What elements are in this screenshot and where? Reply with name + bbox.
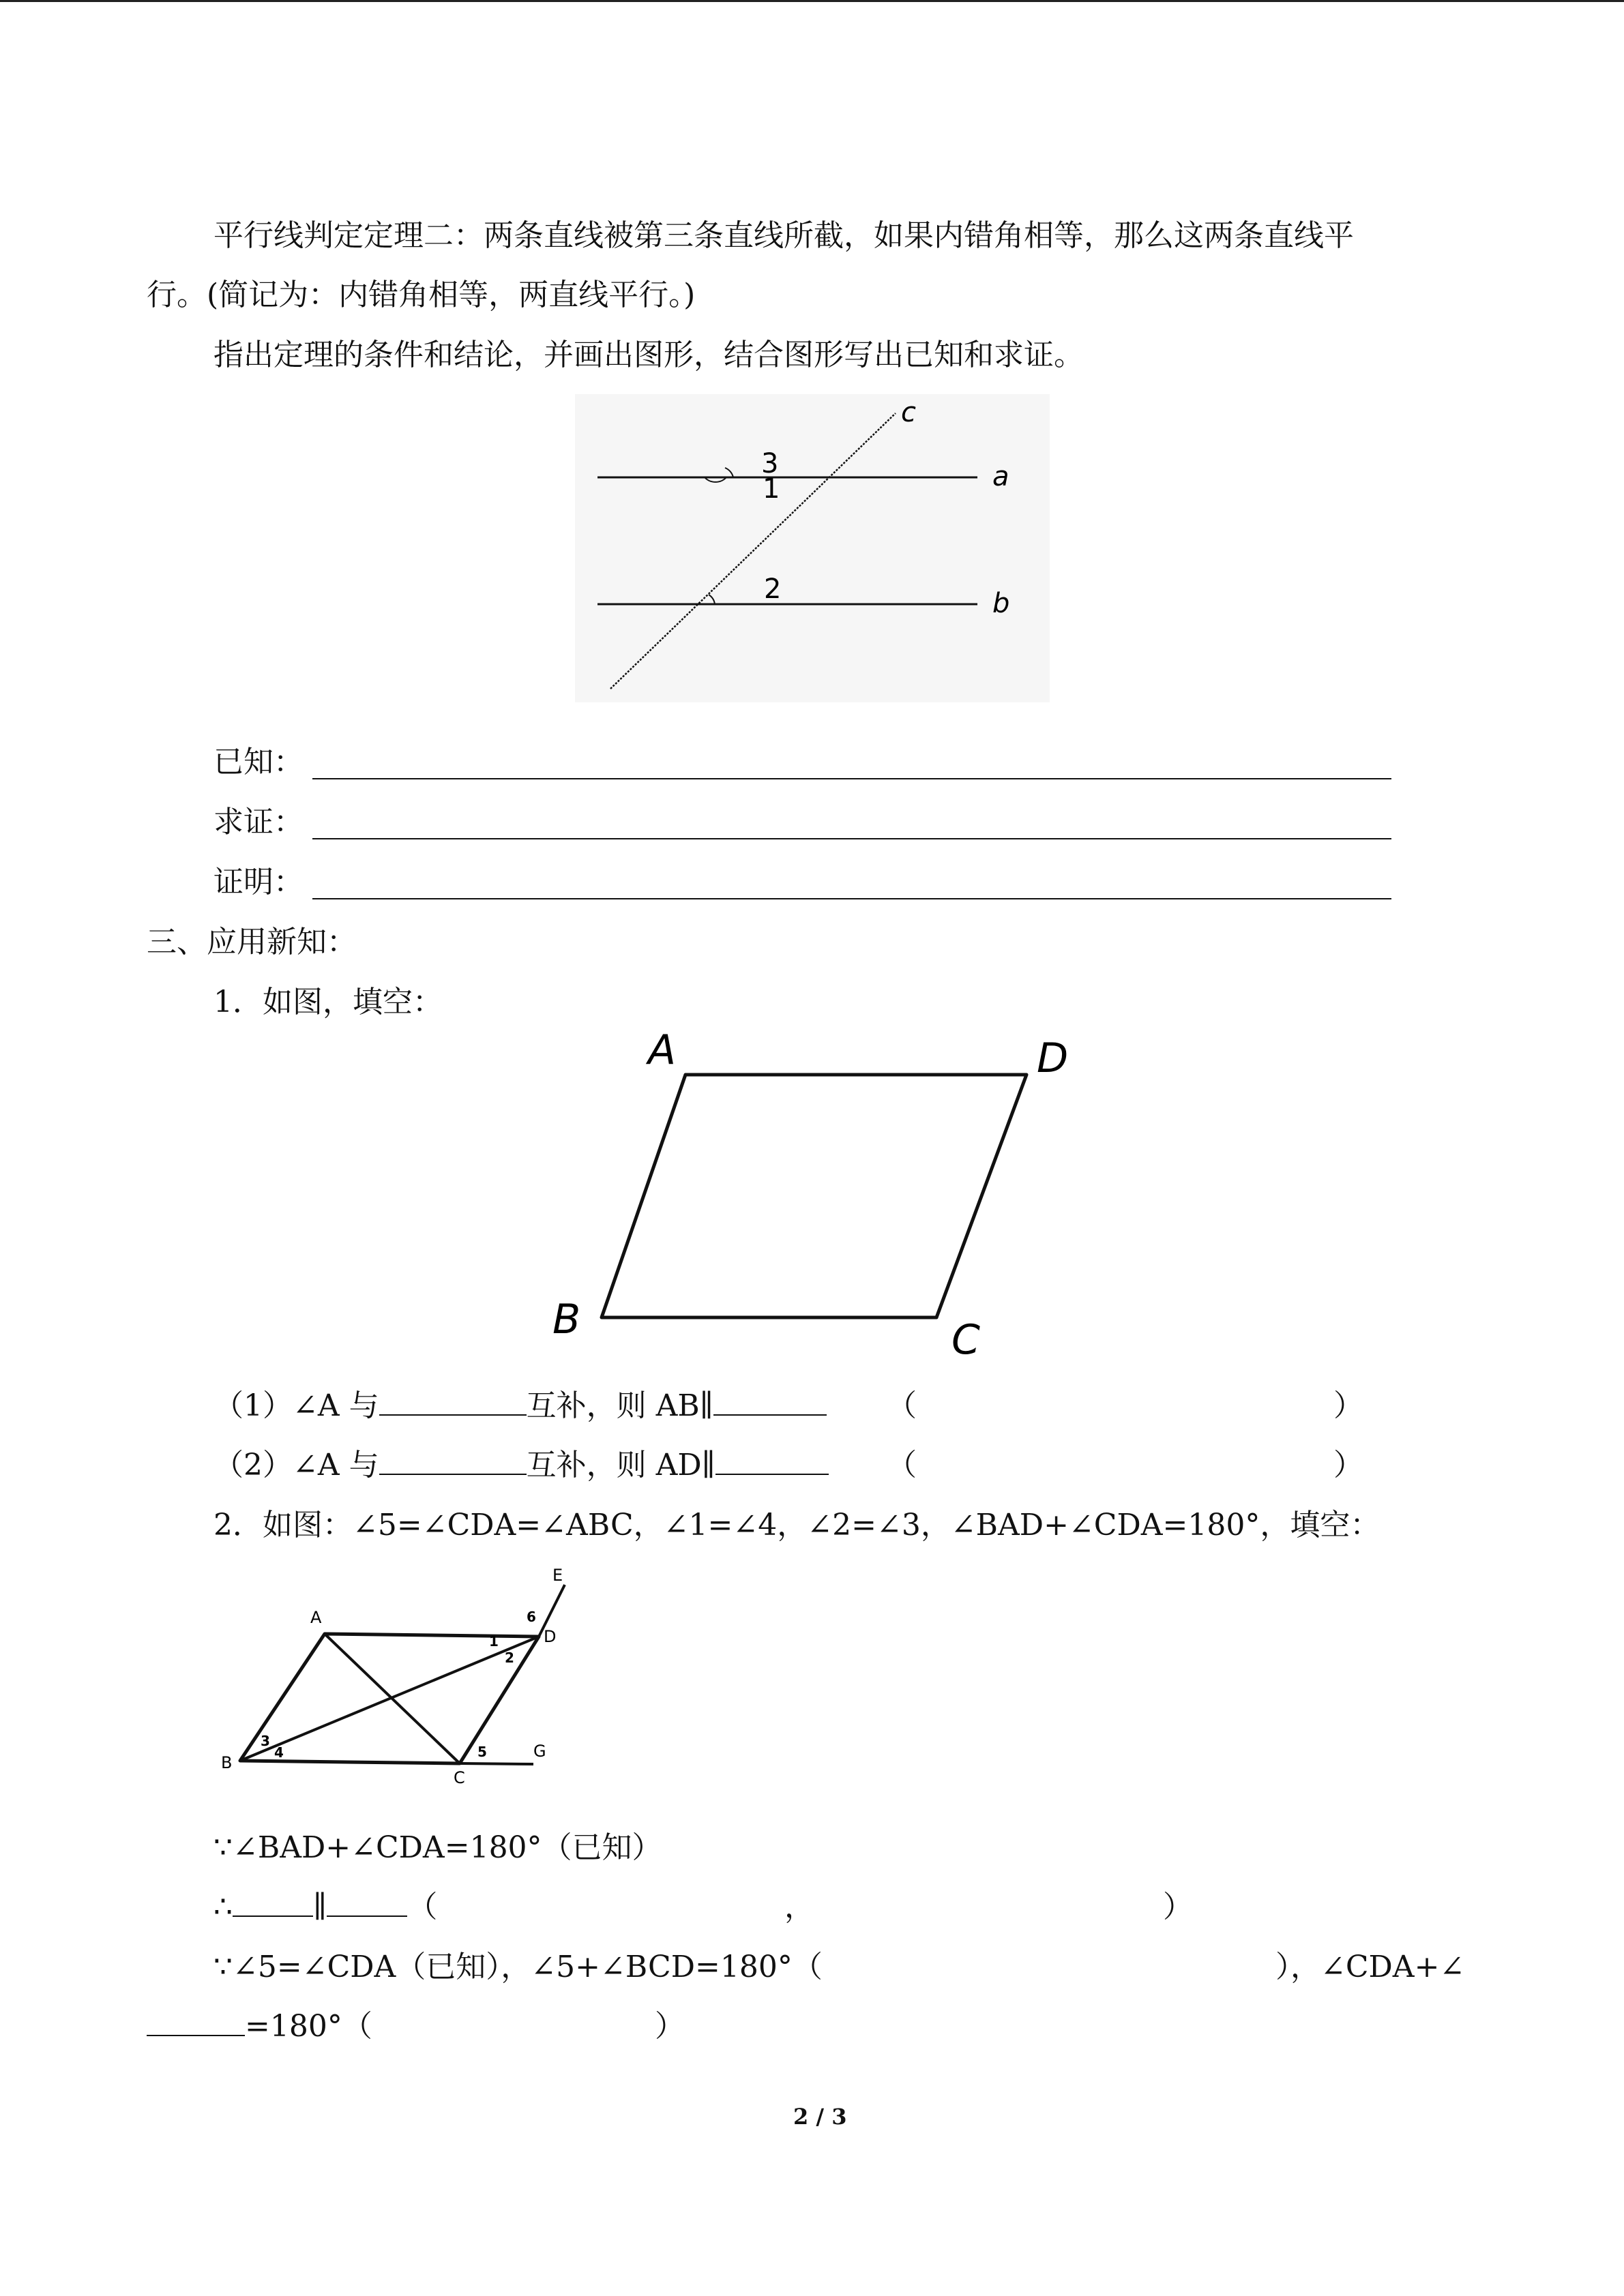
- q1-sub2-prefix: （2）∠A 与: [213, 1448, 379, 1482]
- figure-parallelogram: [539, 1030, 1098, 1371]
- theorem-instruction: 指出定理的条件和结论，并画出图形，结合图形写出已知和求证。: [213, 338, 1084, 372]
- diagonal-bd: [240, 1637, 539, 1761]
- q2-line-2-close-paren: ）: [1163, 1890, 1193, 1924]
- known-label: 已知：: [213, 745, 304, 779]
- section-3-title: 三、应用新知：: [147, 925, 357, 959]
- page-number: 2 / 3: [793, 2104, 847, 2130]
- q2-line-4-close-paren: ）: [655, 2009, 685, 2044]
- prove-label: 求证：: [213, 805, 304, 839]
- q2-line-2-comma: ，: [784, 1890, 814, 1924]
- q1-sub2-blank-angle[interactable]: [379, 1446, 527, 1475]
- label-D2: D: [544, 1627, 557, 1646]
- label-angle-n5: 5: [477, 1744, 487, 1760]
- figure-transversal: [575, 394, 1050, 702]
- q1-sub2-middle: 互补，则 AD∥: [526, 1448, 715, 1482]
- q1-sub2-open-paren: （: [887, 1448, 917, 1482]
- proof-label: 证明：: [213, 865, 304, 899]
- therefore-symbol: ∴: [213, 1890, 233, 1924]
- q1-sub1-close-paren: ）: [1333, 1388, 1363, 1423]
- label-D: D: [1037, 1034, 1069, 1082]
- q2-line-4-part-1: =180°（: [245, 2009, 372, 2044]
- label-G2: G: [533, 1742, 546, 1761]
- q1-sub1: [213, 1387, 827, 1425]
- q2-blank-line-2[interactable]: [327, 1888, 407, 1917]
- proof-blank[interactable]: [312, 898, 1391, 899]
- theorem-line-1: 平行线判定定理二：两条直线被第三条直线所截，如果内错角相等，那么这两条直线平: [213, 218, 1354, 253]
- known-blank[interactable]: [312, 778, 1391, 779]
- label-C2: C: [454, 1768, 465, 1787]
- label-angle-n2: 2: [505, 1650, 514, 1666]
- label-angle-1: 1: [763, 473, 780, 505]
- theorem-line-2: 行。(简记为：内错角相等，两直线平行。): [147, 278, 696, 312]
- label-angle-2: 2: [764, 573, 782, 605]
- label-B2: B: [221, 1753, 233, 1772]
- label-E2: E: [552, 1566, 563, 1585]
- label-angle-n4: 4: [274, 1744, 284, 1761]
- figure-transversal-background: [575, 394, 1050, 702]
- q2-line-1: ∵∠BAD+∠CDA=180°（已知）: [213, 1830, 662, 1865]
- q1-sub2-blank-line[interactable]: [715, 1446, 829, 1475]
- q2-line-3-part-1: ∵∠5=∠CDA（已知），∠5+∠BCD=180°（: [213, 1950, 823, 1984]
- label-B: B: [552, 1296, 581, 1343]
- parallelogram-abcd: [602, 1075, 1027, 1317]
- q1-sub1-open-paren: （: [887, 1388, 917, 1423]
- label-angle-n1: 1: [489, 1633, 499, 1650]
- q1-sub1-prefix: （1）∠A 与: [213, 1388, 379, 1423]
- q2-line-4: [147, 2008, 372, 2046]
- q1-sub1-blank-line[interactable]: [713, 1387, 827, 1416]
- q2-blank-line-1[interactable]: [233, 1888, 313, 1917]
- label-A: A: [648, 1030, 677, 1074]
- q1-sub2-close-paren: ）: [1333, 1448, 1363, 1482]
- label-angle-3: 3: [761, 448, 779, 479]
- label-a: a: [992, 461, 1009, 492]
- top-border: [0, 0, 1624, 2]
- label-C: C: [951, 1316, 980, 1364]
- parallel-symbol: ∥: [313, 1890, 327, 1924]
- q2-stem: 2．如图：∠5=∠CDA=∠ABC，∠1=∠4，∠2=∠3，∠BAD+∠CDA=180°，填空：: [213, 1508, 1381, 1542]
- prove-blank[interactable]: [312, 838, 1391, 839]
- q1-sub1-middle: 互补，则 AB∥: [526, 1388, 714, 1423]
- q2-line-3-part-2: ），∠CDA+∠: [1275, 1950, 1465, 1984]
- q1-sub1-blank-angle[interactable]: [379, 1387, 527, 1416]
- label-angle-n6: 6: [527, 1609, 536, 1625]
- figure-quadrilateral: [211, 1562, 580, 1790]
- label-A2: A: [310, 1608, 322, 1627]
- q1-stem: 1．如图，填空：: [213, 985, 443, 1019]
- ray-cg: [460, 1763, 533, 1764]
- q2-blank-angle[interactable]: [147, 2008, 245, 2036]
- label-angle-n3: 3: [261, 1733, 270, 1749]
- label-b: b: [992, 588, 1010, 619]
- q2-line-2-open-paren: （: [407, 1890, 438, 1924]
- q1-sub2: [213, 1446, 829, 1485]
- q2-line-2: [213, 1888, 437, 1926]
- label-c: c: [901, 397, 916, 428]
